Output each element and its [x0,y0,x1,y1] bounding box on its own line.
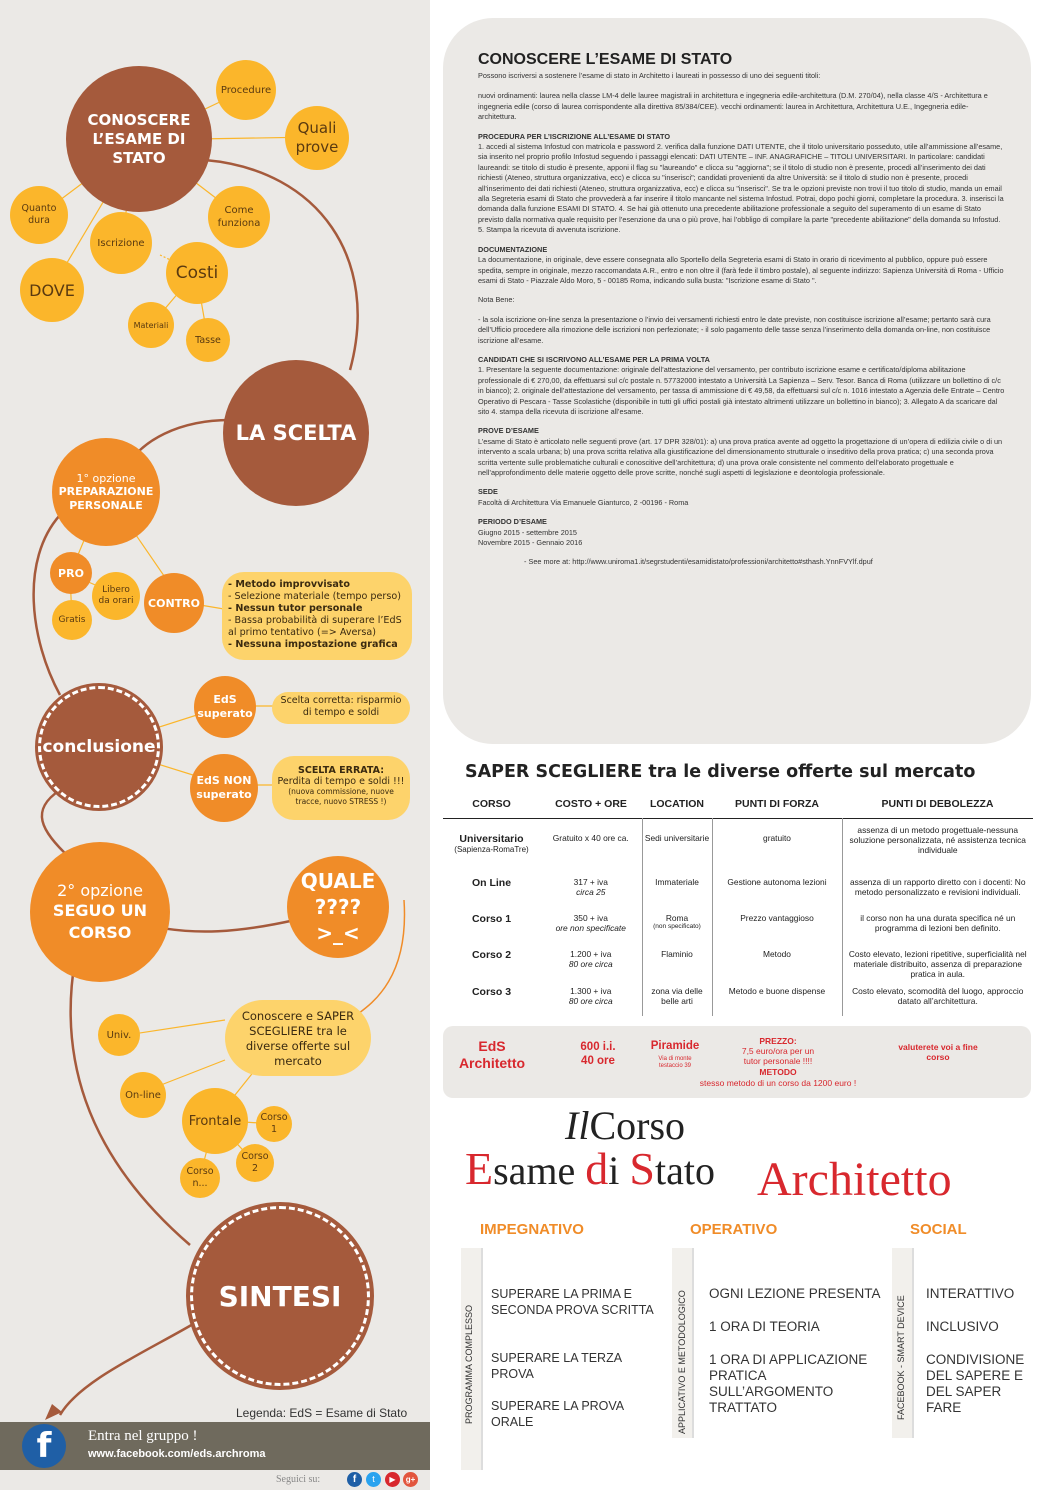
cell-costo [540,980,642,1016]
brand-esame [465,1142,715,1195]
scelta-errata-note: (nuova commissione, nuove tracce, nuovo STRESS !) [288,787,394,806]
feature-head: IMPEGNATIVO [480,1221,584,1238]
cell-costo [540,871,642,907]
cell-costo [540,819,642,871]
doc-title: DOCUMENTAZIONE [478,244,548,254]
brand-d: d [585,1143,609,1194]
cell-corso [443,819,540,871]
feature-item: CONDIVISIONE DEL SAPERE E DEL SAPER FARE [926,1352,1025,1415]
feature-item: OGNI LEZIONE PRESENTA [709,1286,881,1301]
contro-item: - Nessuna impostazione grafica [228,639,398,650]
location-sub: (non specificato) [653,922,701,930]
proc-title: PROCEDURA PER L’ISCRIZIONE ALL’ESAME DI STATO [478,131,671,141]
location-value: zona via delle belle arti [651,985,703,1006]
location-value: Roma [665,912,689,923]
prove-text: L’esame di Stato è articolato nelle seguenti prove (art. 17 DPR 328/01): a) una prova pratica avente ad oggetto la progettazione di un’opera di edilizia civile o di un intervento a scala urbana; b) una prova scritta relativa alla giustificazione del dimensionamento strutturale o inseditivo della prova pratica; c) una seconda prova scritta vertente sulle problematiche culturali e conoscitive dell’architettura; d) una prova orale consistente nel commento dell’elaborato progettuale e nell’approfondimento delle materie oggetto delle prove scritte, nonché sugli aspetti di legislazione e deontologia professionale. [478,436,1003,477]
periodo-2: Novembre 2015 - Gennaio 2016 [478,538,583,548]
cand-text: 1. Presentare la seguente documentazione: originale dell’attestazione del versamento, per contributo iscrizione esame e certificato/diploma abilitazione professionale di € 270,00, da effettuarsi sul c/c postale n. 57732000 intestato a Università La Sapienza – Serv. Tesor. Banca di Roma (utilizzare un bollettino di c/c in bianco); 2. originale dell’attestazione del versamento, per tassa di ammissione di € 49,58, da effettuarsi sul c/c n. 1016 intestato a Agenzia delle Entrate – Centro Operativo di Pescara - Tasse Scolastiche (disponibile in tutti gli uffici postali già intestato altrimenti utilizzare un bollettino in bianco); 3. Allegato A da scaricare dal sito 4. stampa della ricevuta di iscrizione all’esame. [478,365,1005,416]
card-titoli: nuovi ordinamenti: laurea nella classe LM-4 delle lauree magistrali in architettura e ingegneria edile-architettura (D.M. 270/04), nella classe 4/S - Architettura e ingegneria edile (corso di laurea corrispondente alla direttiva 85/384/CEE). vecchi ordinamenti: laurea in Architettura, Architettura U.E., Ingegneria edile-architettura. [478,91,988,122]
brand-i: i [608,1148,630,1193]
eds-prezzo: PREZZO: [759,1036,797,1046]
cell-debolezza: Costo elevato, lezioni ripetitive, superficialità nel materiale distribuito, assenza di preparazione pratica in aula. [842,943,1033,980]
nota-label: Nota Bene: [478,295,515,305]
brand-architetto: Architetto [757,1153,952,1206]
cell-location [642,871,712,907]
saper-title-bold: SAPER SCEGLIERE [465,762,643,782]
eds-loc-sub: Via di monte testaccio 39 [658,1056,692,1069]
cell-debolezza: assenza di un rapporto diretto con i docenti: No metodo personalizzato e revisioni individuali. [842,871,1033,907]
see-more-link[interactable]: - See more at: http://www.uniroma1.it/segrstudenti/esamidistato/professioni/architetto#sthash.YnnFVYlf.dpuf [524,557,873,567]
cell-costo [540,943,642,980]
corson-node: Corso n... [180,1158,220,1198]
doc-text: La documentazione, in originale, deve essere consegnata allo Sportello della Segreteria esami di Stato in orario di ricevimento al pubblico, oppure può essere spedita, sempre in originale, mezzo raccomandata A.R., entro e non oltre il (farà fede il timbro postale), al seguente indirizzo: Sapienza Università di Roma - Ufficio esami di Stato - Piazzale Aldo Moro, 5 - 00185 Roma, indicando sulla busta: "Iscrizione esame di Stato ". [478,255,1004,285]
eds-superato-node: EdS superato [194,676,256,738]
cell-corso [443,980,540,1016]
periodo-title: PERIODO D’ESAME [478,517,547,527]
facebook-icon[interactable]: f [22,1424,66,1468]
corso1-node: Corso 1 [256,1106,292,1142]
eds-metodo-text: stesso metodo di un corso da 1200 euro ! [699,1078,857,1088]
corso-name: Corso 1 [471,912,512,925]
cell-location [642,819,712,871]
contro-list [222,572,412,660]
cell-location [642,907,712,943]
corso-name: Corso 2 [471,948,512,961]
tasse-node: Tasse [186,318,230,362]
card-intro: Possono iscriversi a sostenere l’esame di stato in Architetto i laureati in possesso di uno dei seguenti titoli: [478,71,821,80]
brand-corso: Corso [589,1103,686,1148]
cell-costo [540,907,642,943]
ore-value: circa 25 [576,886,606,897]
brand-il: Il [565,1103,590,1148]
pro-node: PRO [50,552,92,594]
feature-side: APPLICATIVO E METODOLOGICO [677,1290,687,1434]
corso-name: On Line [471,876,512,889]
cell-debolezza: assenza di un metodo progettuale-nessuna soluzione personalizzata, né assistenza tecnica individuale [842,819,1033,871]
cell-corso [443,907,540,943]
scelta-errata-text: Perdita di tempo e soldi !!! [277,776,405,787]
la-scelta-node: LA SCELTA [223,360,369,506]
brand-s: S [629,1143,656,1194]
eds-loc: Piramide [650,1040,700,1052]
col-header: CORSO [472,798,511,810]
cell-forza: gratuito [712,819,842,871]
corso-name: Corso 3 [471,985,512,998]
twitter-icon[interactable]: t [366,1472,381,1487]
feature-head: SOCIAL [910,1221,967,1238]
location-value: Immateriale [655,876,699,887]
cell-forza: Prezzo vantaggioso [712,907,842,943]
conoscere-node: CONOSCERE L’ESAME DI STATO [66,66,212,212]
eds-offer [443,1026,1031,1098]
opzione2-num: 2° opzione [57,880,143,900]
cell-forza: Metodo [712,943,842,980]
cand-title: CANDIDATI CHE SI ISCRIVONO ALL’ESAME PER LA PRIMA VOLTA [478,354,710,364]
corso-name: Universitario [459,833,524,845]
come-funziona-node: Come funziona [208,186,270,248]
feature-item: SUPERARE LA PROVA ORALE [491,1399,624,1429]
table-row [443,907,1033,943]
online-node: On-line [120,1072,166,1118]
proc-text: 1. accedi al sistema Infostud con matricola e password 2. verifica dalla funzione DATI UTENTE, che il titolo universitario posseduto, utile all’ammissione all’esame, sia inserito nel proprio profilo Infostud seguendo i passaggi elencati: DATI UTENTE – INF. ANAGRAFICHE – TITOLI UNIVERSITARI. In particolare: candidati laureandi: se titolo di studio è presente, apponi il flag su "laureando" e clicca su "aggiorna"; se il titolo di studio non è presente, procedi all’inserimento dei dati richiesti (Ateneo, struttura organizzativa, ecc) e clicca su "inserisci"; candidati provenienti da altre Università: se il titolo di studio non è presente, procedi all’inserimento dei dati richiesti (Ateneo, struttura organizzativa, ecc) e clicca su "inserisci". Se tra le opzioni previste non trovi il tuo titolo di studio, manda un email alla Segreteria esami di Stato che provvederà a far inserire il titolo mancante nel sistema Infostud. Potrai, dopo pochi giorni, completare la procedura. 3. inserisci la domanda dalla funzione ESAMI DI STATO. 4. Se hai già ottenuto una precedente abilitazione professionale a seguito del superamento di un esame di Stato previsto dalla normativa quale requisito per l’esenzione da una o più prove, hai l’obbligo di compilare la parte "precedente abilitazione" della domanda su Infostud. 5. Stampa la ricevuta di avvenuta iscrizione. [478,142,1004,235]
cell-corso [443,943,540,980]
contro-node: CONTRO [144,573,204,633]
costo-value: Gratuito x 40 ore ca. [552,833,629,843]
feature-item: SUPERARE LA TERZA PROVA [491,1351,622,1381]
conclusione-node: conclusione [38,686,160,808]
prove-title: PROVE D’ESAME [478,426,539,436]
col-header: PUNTI DI FORZA [735,798,819,810]
univ-node: Univ. [98,1014,140,1056]
costo-value: 1.300 + iva [570,985,612,996]
scelta-errata [272,756,410,820]
saper-title-rest: tra le diverse offerte sul mercato [642,762,976,782]
sede-title: SEDE [478,487,498,497]
seguici-label: Seguici su: [276,1474,321,1485]
cell-location [642,980,712,1016]
cell-location [642,943,712,980]
opzione2-label: SEGUO UN CORSO [52,900,148,942]
ore-value: 80 ore circa [568,958,613,969]
quale-node: QUALE ???? >_< [287,856,389,958]
googleplus-icon[interactable]: g+ [403,1472,418,1487]
eds-metodo: METODO [759,1067,797,1077]
location-value: Flaminio [661,948,693,959]
costo-value: 1.200 + iva [570,948,612,959]
comparison-table [443,790,1033,1016]
libero-node: Libero da orari [92,572,140,620]
costo-value: 350 + iva [573,912,608,923]
brand-e: E [465,1143,494,1194]
materiali-node: Materiali [128,302,174,348]
location-value: Sedi universitarie [644,833,710,843]
eds-prezzo-text: 7,5 euro/ora per un tutor personale !!!! [741,1046,815,1066]
scelta-errata-title: SCELTA ERRATA: [298,765,384,776]
cell-debolezza: Costo elevato, scomodità del luogo, approccio datato all’architettura. [842,980,1033,1016]
contro-item: - Metodo improvvisato [228,579,350,590]
opzione1-num: 1° opzione [76,471,136,485]
ore-value: 80 ore circa [568,995,613,1006]
contro-item: - Selezione materiale (tempo perso) [228,591,401,602]
table-row [443,943,1033,980]
col-header: LOCATION [649,798,705,810]
entra-text: Entra nel gruppo ! [88,1428,198,1444]
info-card [443,18,1031,744]
col-header: COSTO + ORE [555,798,627,810]
eds-name: EdS Architetto [458,1038,526,1071]
corso-sub: (Sapienza-RomaTre) [454,845,529,854]
table-row [443,819,1033,871]
feature-item: 1 ORA DI APPLICAZIONE PRATICA SULL’ARGOMENTO TRATTATO [709,1352,868,1415]
contro-item: - Bassa probabilità di superare l’EdS al primo tentativo (=> Aversa) [228,615,402,638]
facebook-icon[interactable]: f [347,1472,362,1487]
feature-side: PROGRAMMA COMPLESSO [464,1304,474,1424]
saper-title [465,762,975,782]
brand-tato: tato [655,1148,715,1193]
nota-text: - la sola iscrizione on-line senza la presentazione o l’invio dei versamenti richiesti entro le date previste, non costituisce iscrizione all’esame; pertanto sarà cura dell’Ufficio procedere alla rimozione delle iscrizioni non perfezionate; - il solo pagamento delle tasse senza l’inserimento della domanda on-line, non costituisce iscrizione all’esame. [478,314,991,345]
sede-text: Facoltà di Architettura Via Emanuele Gianturco, 2 -00196 - Roma [478,497,689,507]
brand-same: same [493,1148,586,1193]
eds-non-superato-node: EdS NON superato [190,754,258,822]
eds-costo: 600 i.i. 40 ore [580,1041,616,1067]
cell-debolezza: il corso non ha una durata specifica né un programma di lezioni ben definito. [842,907,1033,943]
youtube-icon[interactable]: ▶ [385,1472,400,1487]
cell-forza: Metodo e buone dispense [712,980,842,1016]
frontale-node: Frontale [182,1088,248,1154]
sintesi-node: SINTESI [190,1206,370,1386]
mindmap-panel [0,0,430,1490]
col-header: PUNTI DI DEBOLEZZA [881,798,994,810]
feature-item: SUPERARE LA PRIMA E SECONDA PROVA SCRITTA [491,1287,654,1317]
facebook-url[interactable]: www.facebook.com/eds.archroma [88,1448,266,1460]
table-row [443,871,1033,907]
ore-value: ore non specificate [555,922,626,933]
cell-corso [443,871,540,907]
corso2-node: Corso 2 [236,1144,274,1182]
legenda: Legenda: EdS = Esame di Stato [236,1406,408,1420]
feature-item: INTERATTIVO [926,1286,1015,1301]
dove-node: DOVE [20,258,84,322]
table-row [443,980,1033,1016]
saper-scegliere-node: Conoscere e SAPER SCEGLIERE tra le diverse offerte sul mercato [225,1000,371,1076]
feature-item: 1 ORA DI TEORIA [709,1319,820,1334]
procedure-node: Procedure [216,60,276,120]
opzione1-node [52,438,160,546]
cell-forza: Gestione autonoma lezioni [712,871,842,907]
contro-item: - Nessun tutor personale [228,603,363,614]
quanto-dura-node: Quanto dura [10,186,68,244]
costi-node: Costi [166,242,228,304]
opzione1-label: PREPARAZIONE PERSONALE [58,484,154,512]
feature-side: FACEBOOK - SMART DEVICE [896,1295,906,1420]
iscrizione-node: Iscrizione [90,212,152,274]
card-title: CONOSCERE L’ESAME DI STATO [478,51,733,68]
feature-item: INCLUSIVO [926,1319,999,1334]
costo-value: 317 + iva [573,876,608,887]
quali-prove-node: Quali prove [285,106,349,170]
periodo-1: Giugno 2015 - settembre 2015 [478,527,577,537]
opzione2-node [30,842,170,982]
feature-head: OPERATIVO [690,1221,778,1238]
gratis-node: Gratis [52,600,92,640]
eds-valutate: valuterete voi a fine corso [898,1042,978,1062]
scelta-corretta: Scelta corretta: risparmio di tempo e soldi [272,692,410,724]
